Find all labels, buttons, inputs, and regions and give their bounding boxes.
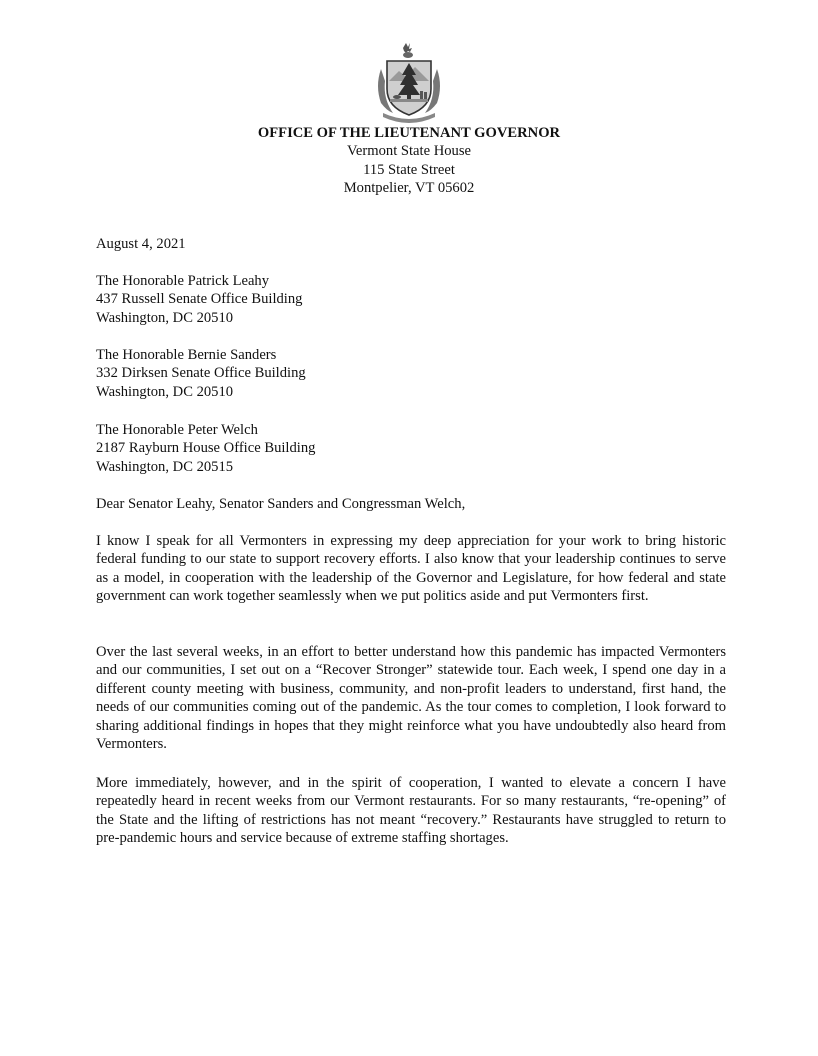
recipient-block [96, 346, 726, 401]
letterhead-line: Montpelier, VT 05602 [343, 180, 475, 197]
letter-date: August 4, 2021 [96, 236, 186, 252]
body-paragraph: I know I speak for all Vermonters in expressing my deep appreciation for your work to bring historic federal funding to our state to support recovery efforts. I also know that your leadership continues to serve as a model, in cooperation with the leadership of the Governor and Legislature, for how federal and state government can work together seamlessly when we put politics aside and put Vermonters first. [96, 533, 726, 605]
recipient-name: The Honorable Bernie Sanders [96, 347, 277, 363]
recipient-city: Washington, DC 20510 [96, 383, 234, 400]
recipient-name: The Honorable Patrick Leahy [96, 273, 270, 289]
recipient-block [96, 421, 726, 476]
vermont-seal-icon [373, 41, 445, 123]
recipient-city: Washington, DC 20515 [96, 458, 234, 475]
recipient-name: The Honorable Peter Welch [96, 422, 258, 438]
letterhead [0, 124, 818, 198]
recipient-address: 332 Dirksen Senate Office Building [96, 365, 306, 382]
recipient-city: Washington, DC 20510 [96, 309, 234, 326]
recipient-address: 437 Russell Senate Office Building [96, 291, 303, 308]
recipient-address: 2187 Rayburn House Office Building [96, 440, 316, 457]
body-paragraph: Over the last several weeks, in an effort to better understand how this pandemic has impacted Vermonters and our communities, I set out on a “Recover Stronger” statewide tour. Each week, I spend one day in a different county meeting with business, community, and non-profit leaders to understand, first hand, the needs of our communities coming out of the pandemic. As the tour comes to completion, I look forward to sharing additional findings in hopes that they might reinforce what you have undoubtedly also heard from Vermonters. [96, 644, 726, 753]
salutation: Dear Senator Leahy, Senator Sanders and Congressman Welch, [96, 496, 466, 512]
office-title: OFFICE OF THE LIEUTENANT GOVERNOR [257, 125, 561, 141]
recipient-block [96, 272, 726, 327]
letterhead-line: 115 State Street [363, 161, 455, 178]
body-paragraph: More immediately, however, and in the spirit of cooperation, I wanted to elevate a concern I have repeatedly heard in recent weeks from our Vermont restaurants. For so many restaurants, “re-opening” of the State and the lifting of restrictions has not meant “recovery.” Restaurants have struggled to return to pre-pandemic hours and service because of extreme staffing shortages. [96, 775, 726, 847]
letterhead-line: Vermont State House [346, 143, 472, 160]
